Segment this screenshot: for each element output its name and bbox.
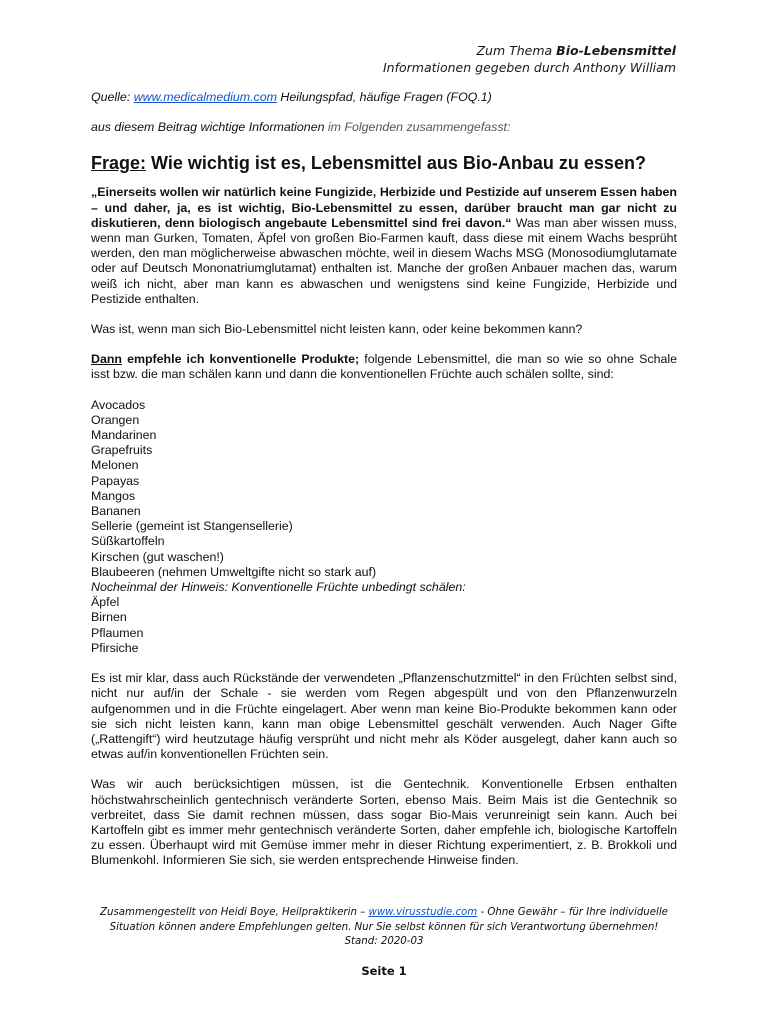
list-item: Kirschen (gut waschen!) (91, 549, 224, 564)
list-item: Äpfel (91, 595, 120, 610)
document-body (91, 90, 677, 869)
list-item: Pflaumen (91, 625, 144, 640)
paragraph-recommendation: Dann empfehle ich konventionelle Produkte; folgende Lebensmittel, die man so wie so ohne Schale isst bzw. die man schälen kann und dann die konventionellen Früchte auch schälen sollte, sind: (91, 352, 677, 382)
header-topic-bold: Bio-Lebensmittel (556, 43, 676, 58)
footer-date: Stand: 2020-03 (344, 936, 424, 947)
medicalmedium-link[interactable]: www.medicalmedium.com (133, 90, 277, 104)
dann-underlined: Dann (91, 352, 122, 367)
list-item: Süßkartoffeln (91, 534, 165, 549)
paragraph-residues: Es ist mir klar, dass auch Rückstände der verwendeten „Pflanzenschutzmittel“ in den Früchten selbst sind, nicht nur auf/in der Schale - sie werden vom Regen abgespült und von den Pflanzenwurzeln aufgenommen und in die Früchte eingelagert. Aber wenn man keine Bio-Produkte bekommen kann oder sie sich nicht leisten kann, kann man obige Lebensmittel geschält verwenden. Auch Nager Gifte („Rattengift“) wird heutzutage häufig versprüht und nicht mehr als Köder ausgelegt, daher kann auch so etwas auf/in konventionellen Früchten sein. (91, 671, 677, 762)
question-label: Frage: (91, 153, 147, 174)
header-author: Informationen gegeben durch Anthony William (382, 60, 676, 75)
question-heading (91, 152, 677, 174)
peel-fruits-list (91, 595, 677, 656)
list-item: Orangen (91, 412, 140, 427)
summary-line: aus diesem Beitrag wichtige Informationen im Folgenden zusammengefasst: (91, 120, 511, 135)
list-item: Sellerie (gemeint ist Stangensellerie) (91, 519, 293, 534)
page-number: Seite 1 (361, 964, 407, 978)
list-item: Papayas (91, 473, 140, 488)
virusstudie-link[interactable]: www.virusstudie.com (368, 907, 478, 918)
source-line: Quelle: www.medicalmedium.com Heilungspfad, häufige Fragen (FOQ.1) (91, 90, 492, 104)
paragraph-gentechnik: Was wir auch berücksichtigen müssen, ist die Gentechnik. Konventionelle Erbsen enthalten höchstwahrscheinlich gentechnisch veränderte Sorten, ebenso Mais. Beim Mais ist die Gentechnik so verbreitet, dass Sie damit rechnen müssen, dass sogar Bio-Mais verunreinigt sein kann. Auch bei Kartoffeln gibt es immer mehr gentechnisch veränderte Sorten, daher empfehle ich, biologische Kartoffeln zu essen. Überhaupt wird mit Gemüse immer mehr in dieser Richtung experimentiert, z. B. Brokkoli und Blumenkohl. Informieren Sie sich, sie werden entsprechende Hinweise finden. (91, 777, 677, 868)
quote-bold: „Einerseits wollen wir natürlich keine Fungizide, Herbizide und Pestizide auf unserem Essen haben – und daher, ja, es ist wichtig, Bio-Lebensmittel zu essen, darüber braucht man gar nicht zu diskutieren, denn biologisch angebaute Lebensmittel sind frei davon.“ (91, 185, 677, 230)
list-item: Mandarinen (91, 428, 157, 443)
paragraph-question-afford: Was ist, wenn man sich Bio-Lebensmittel nicht leisten kann, oder keine bekommen kann? (91, 322, 583, 337)
list-item: Grapefruits (91, 443, 153, 458)
list-item: Mangos (91, 488, 136, 503)
page-header (383, 42, 676, 76)
list-item: Bananen (91, 504, 141, 519)
list-item: Blaubeeren (nehmen Umweltgifte nicht so stark auf) (91, 564, 377, 579)
footer-disclaimer: Zusammengestellt von Heidi Boye, Heilpraktikerin – www.virusstudie.com - Ohne Gewähr – für Ihre individuelle Situation können andere Empfehlungen gelten. Nur Sie selbst können für sich Verantwortung übernehmen! (100, 907, 668, 933)
page-footer (80, 906, 688, 950)
list-item: Pfirsiche (91, 640, 139, 655)
header-topic: Zum Thema Bio-Lebensmittel (476, 43, 676, 58)
list-item: Melonen (91, 458, 139, 473)
list-item: Avocados (91, 397, 146, 412)
list-item: Birnen (91, 610, 127, 625)
paragraph-intro: „Einerseits wollen wir natürlich keine Fungizide, Herbizide und Pestizide auf unserem Essen haben – und daher, ja, es ist wichtig, Bio-Lebensmittel zu essen, darüber braucht man gar nicht zu diskutieren, denn biologisch angebaute Lebensmittel sind frei davon.“ Was man aber wissen muss, wenn man Gurken, Tomaten, Äpfel von großen Bio-Farmen kauft, dass diese mit einem Wachs besprüht werden, den man möglicherweise abwaschen möchte, weil in diesem Wachs MSG (Monosodiumglutamate oder auf Deutsch Mononatriumglutamat) enthalten ist. Manche der großen Anbauer machen das, warum weiß ich nicht, aber man kann es abwaschen und wenigstens sind keine Fungizide, Herbizide und Pestizide enthalten. (91, 185, 678, 306)
peel-note: Nocheinmal der Hinweis: Konventionelle Früchte unbedingt schälen: (91, 580, 466, 595)
question-text: Wie wichtig ist es, Lebensmittel aus Bio-Anbau zu essen? (146, 153, 646, 174)
conventional-foods-list (91, 398, 677, 580)
